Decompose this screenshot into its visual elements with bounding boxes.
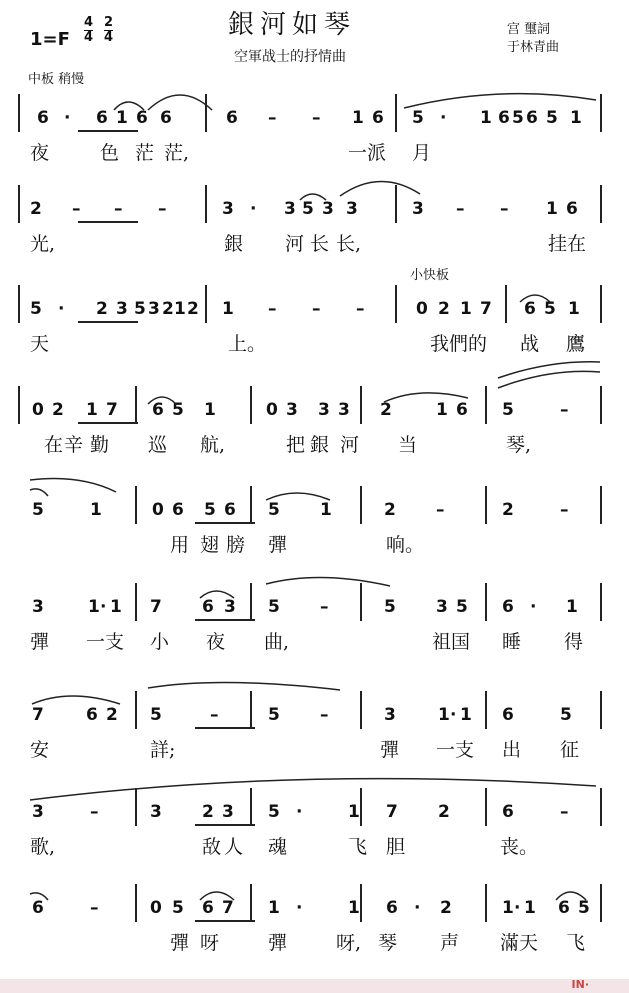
meter-bottom-1: 4 <box>84 30 94 45</box>
note-digit: 5 <box>204 500 216 520</box>
lyric-text: 呀, <box>336 932 362 954</box>
note-digit: 3 <box>284 199 296 219</box>
lyric-text: 銀 <box>224 233 244 255</box>
lyric-text: 勤 <box>90 434 110 456</box>
lyric-text: 丧。 <box>500 836 539 858</box>
note-digit: 3 <box>150 802 162 822</box>
lyric-text: 航, <box>200 434 226 456</box>
note-digit: 5 <box>560 705 572 725</box>
note-digit: 6 <box>558 898 570 918</box>
lyric-text: 夜 <box>206 631 226 653</box>
note-digit: – <box>560 802 569 822</box>
lyric-text: 詳; <box>150 739 176 761</box>
lyric-text: 月 <box>412 142 432 164</box>
lyric-text: 一派 <box>348 142 387 164</box>
lyric-text: 茫 <box>135 142 155 164</box>
note-digit: 2 <box>96 299 108 319</box>
meter-top-2: 2 <box>104 15 114 30</box>
slur-arc <box>556 892 586 900</box>
note-digit: 1 <box>502 898 514 918</box>
note-digit: 3 <box>32 597 44 617</box>
note-digit: 3 <box>412 199 424 219</box>
note-digit: 5 <box>268 705 280 725</box>
note-digit: 2 <box>30 199 42 219</box>
lyric-text: 彈 <box>268 932 288 954</box>
note-digit: 1 <box>116 108 128 128</box>
note-digit: 2 <box>384 500 396 520</box>
note-digit: 6 <box>524 299 536 319</box>
slur-arc <box>404 94 596 108</box>
tempo-change-marking: 小快板 <box>410 268 450 283</box>
note-digit: · <box>296 802 303 822</box>
note-digit: 3 <box>32 802 44 822</box>
note-digit: 1 <box>348 898 360 918</box>
note-digit: 5 <box>456 597 468 617</box>
note-digit: 6 <box>226 108 238 128</box>
note-digit: 5 <box>546 108 558 128</box>
note-digit: 3 <box>286 400 298 420</box>
lyric-text: 翅 <box>200 534 220 556</box>
slur-arc <box>520 295 550 302</box>
note-digit: 6 <box>202 898 214 918</box>
note-digit: 2 <box>106 705 118 725</box>
lyric-text: 把 <box>286 434 306 456</box>
lyricist-credit: 宫 璽詞 <box>507 22 551 37</box>
note-digit: 1 <box>566 597 578 617</box>
note-digit: 6 <box>502 597 514 617</box>
lyric-text: 敌 <box>202 836 222 858</box>
note-digit: 2 <box>380 400 392 420</box>
note-digit: 6 <box>32 898 44 918</box>
lyric-text: 夜 <box>30 142 50 164</box>
note-digit: 1 <box>460 299 472 319</box>
note-digit: 5 <box>302 199 314 219</box>
slur-arc <box>266 493 330 500</box>
note-digit: 3 <box>384 705 396 725</box>
note-digit: 1 <box>460 705 472 725</box>
note-digit: 7 <box>106 400 118 420</box>
lyric-text: 安 <box>30 739 50 761</box>
note-digit: 3 <box>222 802 234 822</box>
note-digit: 5 <box>150 705 162 725</box>
note-digit: 2 <box>162 299 174 319</box>
note-digit: 6 <box>136 108 148 128</box>
note-digit: 7 <box>150 597 162 617</box>
slur-arc <box>30 893 48 900</box>
note-digit: – <box>90 802 99 822</box>
lyric-text: 飞 <box>566 932 586 954</box>
note-digit: – <box>210 705 219 725</box>
note-digit: 6 <box>86 705 98 725</box>
lyric-text: 辛 <box>64 434 84 456</box>
note-digit: · <box>530 597 537 617</box>
lyric-text: 当 <box>398 434 418 456</box>
lyric-text: 响。 <box>386 534 425 556</box>
note-digit: 1 <box>90 500 102 520</box>
note-digit: 6 <box>456 400 468 420</box>
note-digit: 6 <box>502 802 514 822</box>
composer-credit: 于林青曲 <box>507 40 560 55</box>
note-digit: · <box>100 597 107 617</box>
note-digit: · <box>64 108 71 128</box>
note-digit: 5 <box>32 500 44 520</box>
lyric-text: 用 <box>170 534 190 556</box>
note-digit: – <box>90 898 99 918</box>
note-digit: 1 <box>88 597 100 617</box>
slur-arc <box>300 194 326 200</box>
slur-arc <box>200 892 234 900</box>
note-digit: – <box>268 108 277 128</box>
note-digit: 5 <box>268 802 280 822</box>
lyric-text: 声 <box>440 932 460 954</box>
slur-arc <box>266 577 390 586</box>
note-digit: 5 <box>544 299 556 319</box>
note-digit: 0 <box>416 299 428 319</box>
note-digit: 6 <box>502 705 514 725</box>
lyric-text: 琴, <box>506 434 532 456</box>
note-digit: – <box>320 705 329 725</box>
lyric-text: 河 <box>285 233 305 255</box>
note-digit: 7 <box>386 802 398 822</box>
note-digit: 5 <box>384 597 396 617</box>
note-digit: 5 <box>30 299 42 319</box>
lyric-text: 彈 <box>170 932 190 954</box>
note-digit: 1 <box>480 108 492 128</box>
lyric-text: 战 <box>520 333 540 355</box>
slur-arc <box>30 479 116 493</box>
note-digit: 6 <box>224 500 236 520</box>
note-digit: 5 <box>172 898 184 918</box>
lyric-text: 呀 <box>200 932 220 954</box>
meter-bottom-2: 4 <box>104 30 114 45</box>
note-digit: · <box>414 898 421 918</box>
lyric-text: 我們的 <box>430 333 488 355</box>
note-digit: – <box>268 299 277 319</box>
note-digit: 0 <box>32 400 44 420</box>
note-digit: 2 <box>502 500 514 520</box>
note-digit: 1 <box>546 199 558 219</box>
note-digit: 6 <box>526 108 538 128</box>
slur-arc <box>30 489 48 496</box>
note-digit: · <box>450 705 457 725</box>
note-digit: 3 <box>222 199 234 219</box>
slur-arc <box>200 591 234 598</box>
note-digit: 3 <box>148 299 160 319</box>
lyric-text: 彈 <box>30 631 50 653</box>
note-digit: – <box>114 199 123 219</box>
note-digit: · <box>250 199 257 219</box>
lyric-text: 小 <box>150 631 170 653</box>
note-digit: 0 <box>266 400 278 420</box>
note-digit: 1 <box>438 705 450 725</box>
lyric-text: 飞 <box>348 836 368 858</box>
note-digit: 5 <box>578 898 590 918</box>
note-digit: 5 <box>134 299 146 319</box>
note-digit: 1 <box>570 108 582 128</box>
note-digit: 5 <box>268 500 280 520</box>
lyric-text: 祖国 <box>432 631 471 653</box>
lyric-text: 长, <box>336 233 362 255</box>
footer-logo: IN· <box>571 978 589 991</box>
lyric-text: 河 <box>340 434 360 456</box>
note-digit: 6 <box>96 108 108 128</box>
note-digit: · <box>58 299 65 319</box>
slur-arc <box>384 393 468 402</box>
lyric-text: 人 <box>224 836 244 858</box>
lyric-text: 睡 <box>502 631 522 653</box>
lyric-text: 得 <box>564 631 584 653</box>
lyric-text: 銀 <box>310 434 330 456</box>
slur-arc <box>148 397 176 404</box>
lyric-text: 色 <box>100 142 120 164</box>
note-digit: 1 <box>524 898 536 918</box>
note-digit: – <box>312 299 321 319</box>
note-digit: 6 <box>566 199 578 219</box>
note-digit: 1 <box>568 299 580 319</box>
note-digit: – <box>500 199 509 219</box>
note-digit: 1 <box>174 299 186 319</box>
note-digit: 2 <box>52 400 64 420</box>
slur-arc <box>148 95 212 110</box>
note-digit: 1 <box>86 400 98 420</box>
note-digit: 6 <box>372 108 384 128</box>
note-digit: 2 <box>438 802 450 822</box>
note-digit: 2 <box>202 802 214 822</box>
note-digit: 6 <box>152 400 164 420</box>
lyric-text: 一支 <box>436 739 475 761</box>
note-digit: 6 <box>37 108 49 128</box>
note-digit: 1 <box>268 898 280 918</box>
note-digit: 3 <box>436 597 448 617</box>
note-digit: 3 <box>318 400 330 420</box>
note-digit: 5 <box>502 400 514 420</box>
note-digit: 6 <box>202 597 214 617</box>
note-digit: · <box>514 898 521 918</box>
meter-top-1: 4 <box>84 15 94 30</box>
note-digit: 3 <box>116 299 128 319</box>
footer-strip <box>0 979 629 993</box>
lyric-text: 征 <box>560 739 580 761</box>
note-digit: – <box>312 108 321 128</box>
slur-arc <box>498 362 600 378</box>
lyric-text: 光, <box>30 233 56 255</box>
lyric-text: 膀 <box>226 534 246 556</box>
note-digit: 3 <box>224 597 236 617</box>
note-digit: 7 <box>222 898 234 918</box>
lyric-text: 琴 <box>378 932 398 954</box>
note-digit: 7 <box>480 299 492 319</box>
lyric-text: 彈 <box>268 534 288 556</box>
slur-arc <box>340 181 420 196</box>
note-digit: 1 <box>320 500 332 520</box>
slur-arc <box>114 102 144 110</box>
note-digit: 1 <box>352 108 364 128</box>
lyric-text: 巡 <box>148 434 168 456</box>
tempo-marking: 中板 稍慢 <box>28 72 85 87</box>
note-digit: · <box>440 108 447 128</box>
note-digit: 1 <box>222 299 234 319</box>
lyric-text: 出 <box>502 739 522 761</box>
note-digit: · <box>296 898 303 918</box>
slur-arc <box>32 696 120 704</box>
lyric-text: 鷹 <box>566 333 586 355</box>
note-digit: 7 <box>32 705 44 725</box>
lyric-text: 一支 <box>86 631 125 653</box>
note-digit: 5 <box>172 400 184 420</box>
note-digit: 1 <box>110 597 122 617</box>
lyric-text: 茫, <box>164 142 190 164</box>
song-subtitle: 空軍战士的抒情曲 <box>234 49 346 65</box>
lyric-text: 挂在 <box>548 233 587 255</box>
note-digit: – <box>356 299 365 319</box>
note-digit: – <box>320 597 329 617</box>
lyric-text: 彈 <box>380 739 400 761</box>
slur-arc <box>30 779 596 800</box>
lyric-text: 魂 <box>268 836 288 858</box>
note-digit: – <box>560 500 569 520</box>
note-digit: 6 <box>386 898 398 918</box>
note-digit: 6 <box>172 500 184 520</box>
note-digit: 1 <box>204 400 216 420</box>
note-digit: – <box>560 400 569 420</box>
note-digit: 0 <box>152 500 164 520</box>
lyric-text: 歌, <box>30 836 56 858</box>
note-digit: 2 <box>438 299 450 319</box>
note-digit: 3 <box>322 199 334 219</box>
note-digit: 5 <box>268 597 280 617</box>
note-digit: 3 <box>346 199 358 219</box>
note-digit: – <box>72 199 81 219</box>
lyric-text: 天 <box>30 333 50 355</box>
note-digit: – <box>456 199 465 219</box>
lyric-text: 滿天 <box>500 932 539 954</box>
note-digit: 0 <box>150 898 162 918</box>
note-digit: 6 <box>160 108 172 128</box>
lyric-text: 在 <box>44 434 64 456</box>
note-digit: 5 <box>412 108 424 128</box>
lyric-text: 胆 <box>386 836 406 858</box>
note-digit: – <box>436 500 445 520</box>
note-digit: 5 <box>512 108 524 128</box>
slur-arc <box>148 682 340 690</box>
lyric-text: 曲, <box>264 631 290 653</box>
song-title: 銀河如琴 <box>228 10 357 40</box>
lyric-text: 长 <box>310 233 330 255</box>
note-digit: 2 <box>440 898 452 918</box>
note-digit: 3 <box>338 400 350 420</box>
note-digit: 6 <box>498 108 510 128</box>
key-signature: 1=F <box>30 29 70 50</box>
note-digit: – <box>158 199 167 219</box>
lyric-text: 上。 <box>228 333 267 355</box>
note-digit: 1 <box>348 802 360 822</box>
note-digit: 1 <box>436 400 448 420</box>
note-digit: 2 <box>187 299 199 319</box>
